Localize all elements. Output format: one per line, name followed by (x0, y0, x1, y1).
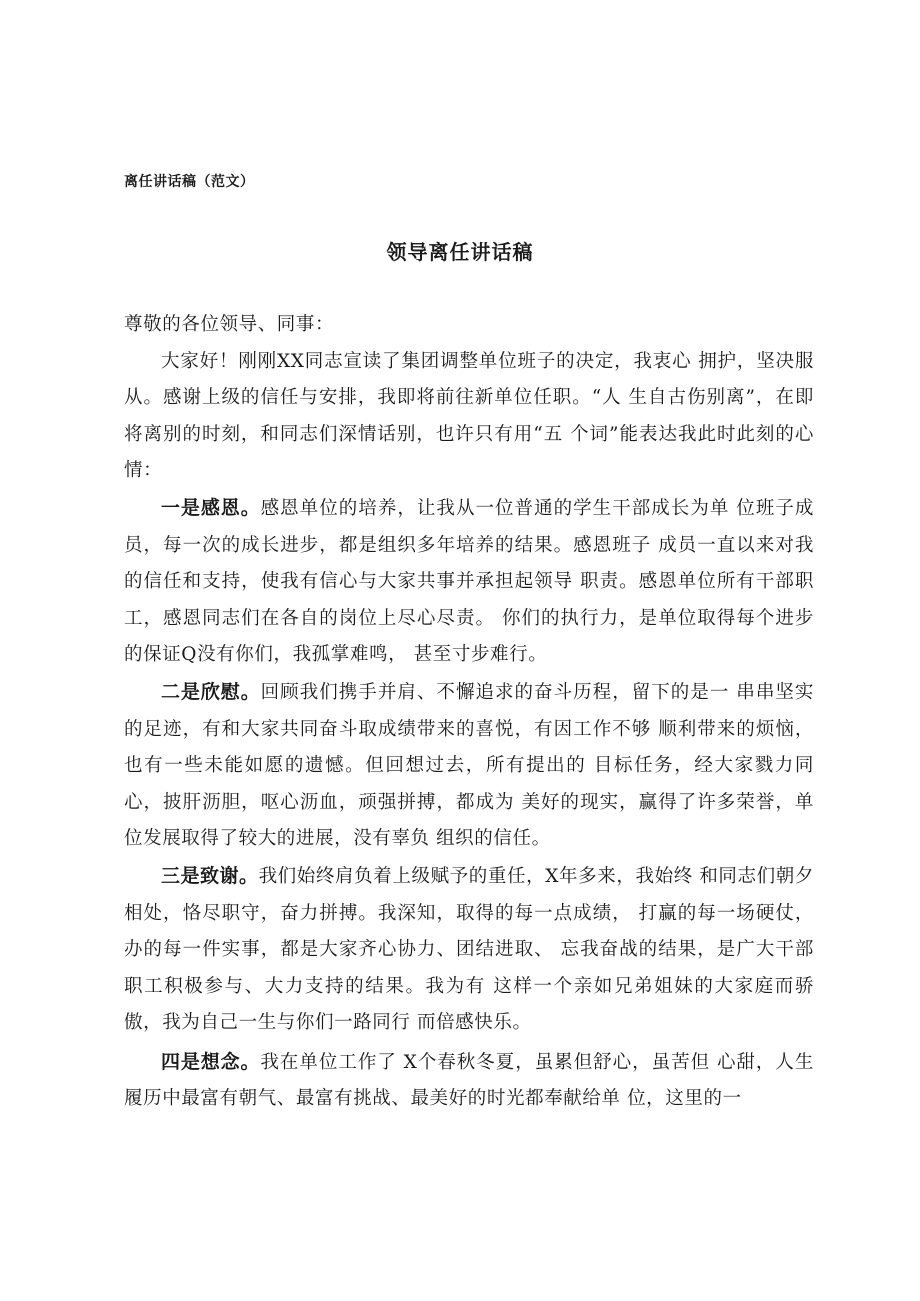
section-lead: 三是致谢。 (161, 864, 259, 887)
section-lead: 一是感恩。 (161, 496, 261, 519)
section-text: 我们始终肩负着上级赋予的重任，X年多来，我始终 和同志们朝夕相处，恪尽职守，奋力拼搏。我深知，取得的每一点成绩， 打赢的每一场硬仗，办的每一件实事，都是大家齐心协力、团结进取、 忘我奋战的结果，是广大干部职工积极参与、大力支持的结果。我为有 这样一个亲如兄弟姐妹的大家庭而骄傲，我为自己一生与你们一路同行 而倍感快乐。 (124, 865, 814, 1034)
document-label: 离任讲话稿（范文） (124, 174, 255, 190)
section-text: 感恩单位的培养，让我从一位普通的学生干部成长为单 位班子成员，每一次的成长进步，都是组织多年培养的结果。感恩班子 成员一直以来对我的信任和支持，使我有信心与大家共事并承担起领导 职责。感恩单位所有干部职工，感恩同志们在各自的岗位上尽心尽责。 你们的执行力，是单位取得每个进步的保证Q没有你们，我孤掌难鸣， 甚至寸步难行。 (124, 497, 814, 666)
section-paragraph-missing (124, 1044, 814, 1118)
section-paragraph-gratification (124, 674, 814, 858)
intro-paragraph: 大家好！刚刚XX同志宣读了集团调整单位班子的决定，我衷心 拥护，坚决服从。感谢上级的信任与安排，我即将前往新单位任职。“人 生自古伤别离”，在即将离别的时刻，和同志们深情话别，也许只有用“五 个词”能表达我此时此刻的心情： (124, 350, 814, 482)
document-body (124, 307, 814, 1118)
salutation: 尊敬的各位领导、同事： (124, 314, 335, 335)
section-paragraph-thanks (124, 858, 814, 1042)
section-text: 回顾我们携手并肩、不懈追求的奋斗历程，留下的是一 串串坚实的足迹，有和大家共同奋斗取成绩带来的喜悦，有因工作不够 顺利带来的烦恼，也有一些未能如愿的遗憾。但回想过去，所有提出的 目标任务，经大家戮力同心，披肝沥胆，呕心沥血，顽强拼搏，都成为 美好的现实，赢得了许多荣誉，单位发展取得了较大的进展，没有辜负 组织的信任。 (124, 681, 814, 850)
section-lead: 四是想念。 (161, 1050, 261, 1073)
section-paragraph-gratitude (124, 490, 814, 674)
section-lead: 二是欣慰。 (161, 680, 261, 703)
section-text: 我在单位工作了 X个春秋冬夏，虽累但舒心，虽苦但 心甜，人生履历中最富有朝气、最富有挑战、最美好的时光都奉献给单 位，这里的一 (124, 1051, 814, 1110)
document-title: 领导离任讲话稿 (386, 240, 534, 264)
